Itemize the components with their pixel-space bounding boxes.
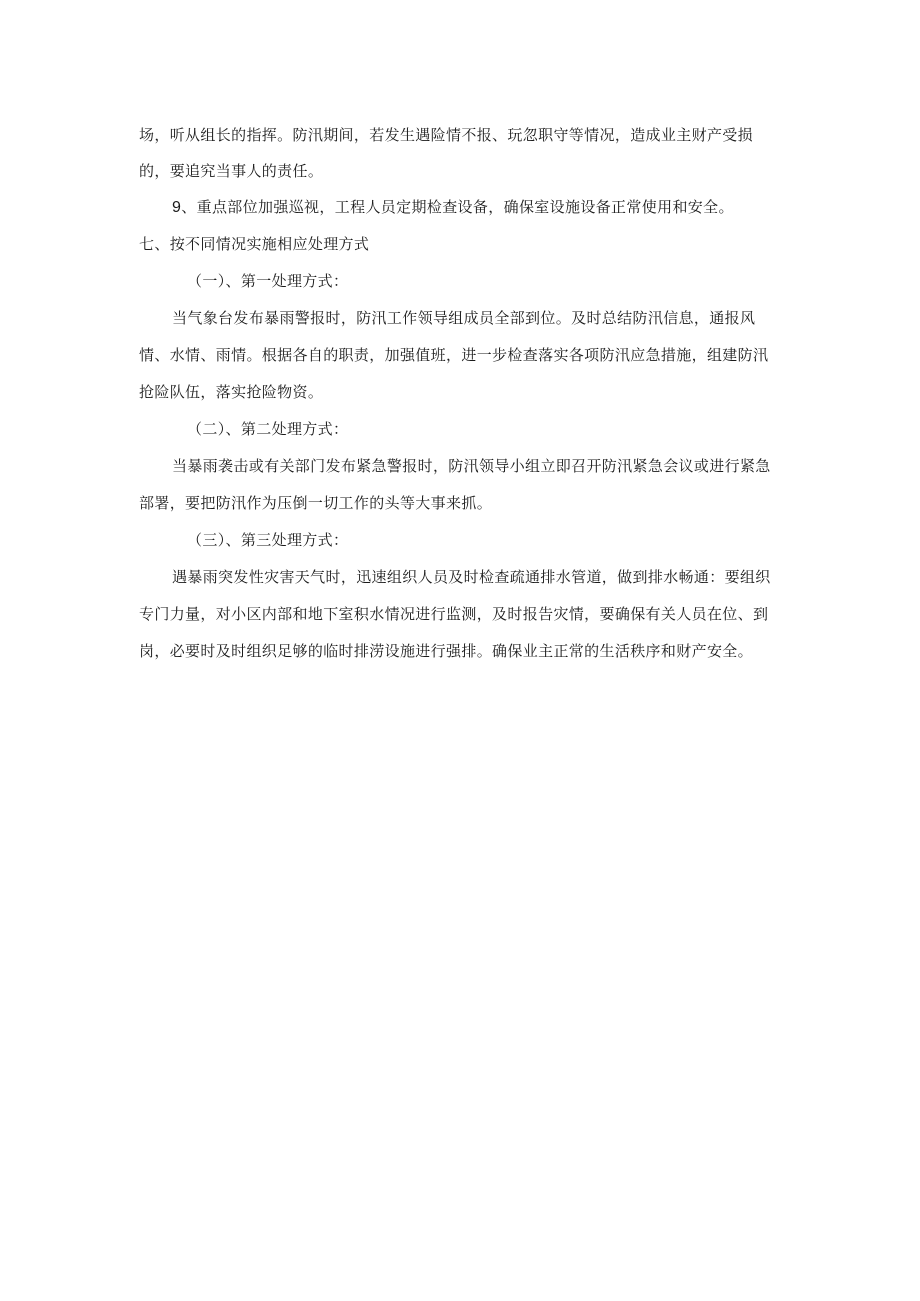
continuation-line-2: 的，要追究当事人的责任。 (139, 162, 324, 180)
sub-3-line-2: 专门力量，对小区内部和地下室积水情况进行监测，及时报告灾情，要确保有关人员在位、到 (139, 605, 769, 623)
sub-1-line-2: 情、水情、雨情。根据各自的职责，加强值班，进一步检查落实各项防汛应急措施，组建防汛 (139, 346, 769, 364)
sub-3-heading: （三）、第三处理方式： (187, 531, 349, 549)
sub-3-line-3: 岗，必要时及时组织足够的临时排涝设施进行强排。确保业主正常的生活秩序和财产安全。 (139, 642, 754, 660)
sub-1-heading: （一）、第一处理方式： (187, 272, 349, 290)
sub-1-line-1: 当气象台发布暴雨警报时，防汛工作领导组成员全部到位。及时总结防汛信息，通报风 (172, 309, 756, 327)
sub-2-line-2: 部署，要把防汛作为压倒一切工作的头等大事来抓。 (139, 494, 493, 512)
item-9-number: 9 (172, 199, 182, 216)
sub-1-line-3: 抢险队伍，落实抢险物资。 (139, 383, 324, 401)
section-7-heading: 七、按不同情况实施相应处理方式 (139, 235, 370, 253)
item-9-text: 、重点部位加强巡视，工程人员定期检查设备，确保室设施设备正常使用和安全。 (181, 198, 734, 216)
sub-2-line-1: 当暴雨袭击或有关部门发布紧急警报时，防汛领导小组立即召开防汛紧急会议或进行紧急 (172, 457, 771, 475)
item-9 (172, 197, 734, 218)
continuation-line-1: 场，听从组长的指挥。防汛期间，若发生遇险情不报、玩忽职守等情况，造成业主财产受损 (139, 126, 754, 144)
sub-2-heading: （二）、第二处理方式： (187, 420, 349, 438)
sub-3-line-1: 遇暴雨突发性灾害天气时，迅速组织人员及时检查疏通排水管道，做到排水畅通：要组织 (172, 568, 771, 586)
